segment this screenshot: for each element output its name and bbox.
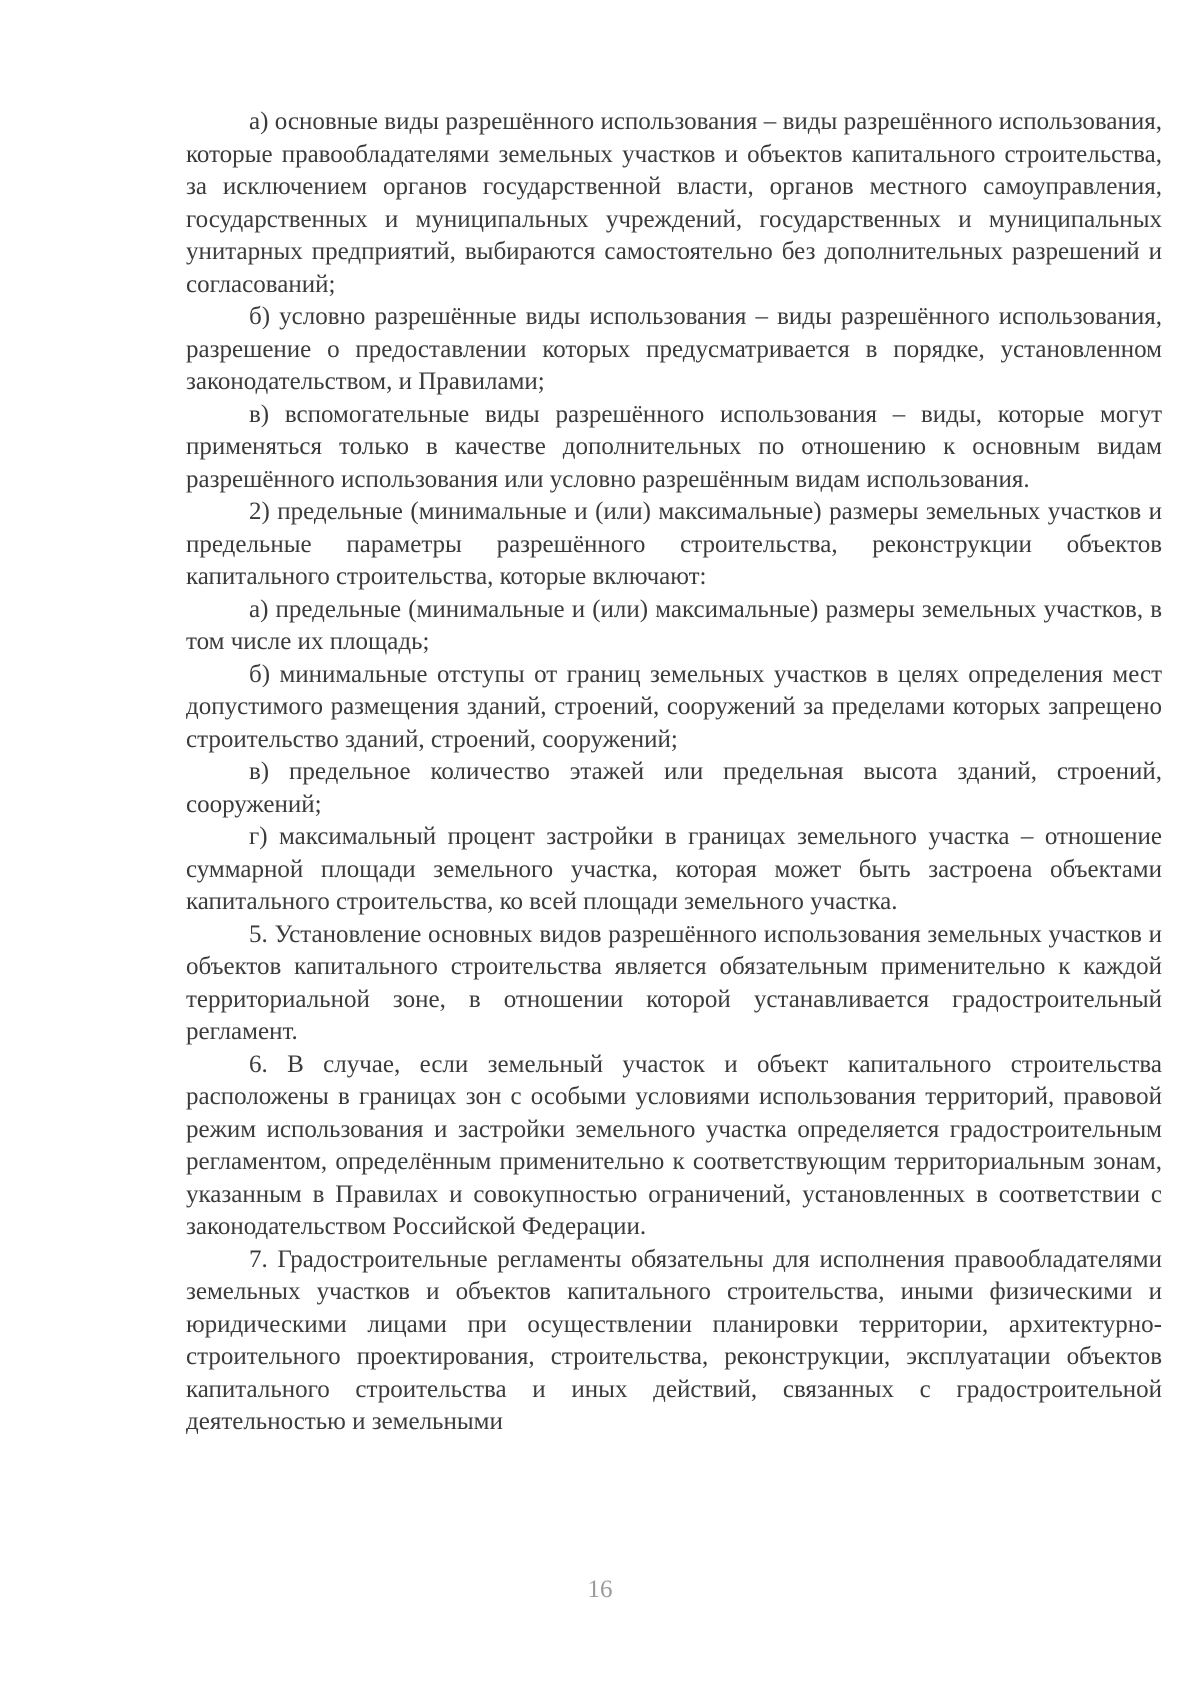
- paragraph-2b-setbacks: б) минимальные отступы от границ земельных участков в целях определения мест допустимого размещения зданий, строений, сооружений за пределами которых запрещено строительство зданий, строений, сооружений;: [186, 660, 1162, 753]
- paragraph-3b-conditional-uses: б) условно разрешённые виды использования – виды разрешённого использования, разрешение о предоставлении которых предусматривается в порядке, установленном законодательством, и Правилами;: [186, 303, 1162, 395]
- page-number: 16: [587, 1576, 613, 1603]
- document-body: [186, 106, 1162, 1439]
- paragraph-2-limit-sizes: 2) предельные (минимальные и (или) максимальные) размеры земельных участков и предельные параметры разрешённого строительства, реконструкции объектов капитального строительства, которые включают:: [186, 498, 1162, 590]
- paragraph-2c-floors: в) предельное количество этажей или предельная высота зданий, строений, сооружений;: [186, 758, 1162, 818]
- paragraph-3c-auxiliary-uses: в) вспомогательные виды разрешённого использования – виды, которые могут применяться только в качестве дополнительных по отношению к основным видам разрешённого использования или условно разрешённым видам использования.: [186, 400, 1162, 493]
- paragraph-2d-coverage: г) максимальный процент застройки в границах земельного участка – отношение суммарной площади земельного участка, которая может быть застроена объектами капитального строительства, ко всей площади земельного участка.: [186, 823, 1162, 915]
- paragraph-5-main-uses-mandatory: 5. Установление основных видов разрешённого использования земельных участков и объектов капитального строительства является обязательным применительно к каждой территориальной зоне, в отношении которой устанавливается градостроительный регламент.: [186, 920, 1162, 1045]
- paragraph-2a-plot-sizes: а) предельные (минимальные и (или) максимальные) размеры земельных участков, в том числе их площадь;: [186, 595, 1162, 655]
- paragraph-6-special-zones: 6. В случае, если земельный участок и объект капитального строительства расположены в границах зон с особыми условиями использования территорий, правовой режим использования и застройки земельного участка определяется градостроительным регламентом, определённым применительно к соответствующим территориальным зонам, указанным в Правилах и совокупностью ограничений, установленных в соответствии с законодательством Российской Федерации.: [186, 1050, 1162, 1240]
- paragraph-3a-main-uses: а) основные виды разрешённого использования – виды разрешённого использования, которые правообладателями земельных участков и объектов капитального строительства, за исключением органов государственной власти, органов местного самоуправления, государственных и муниципальных учреждений, государственных и муниципальных унитарных предприятий, выбираются самостоятельно без дополнительных разрешений и согласований;: [186, 108, 1162, 298]
- paragraph-7-regulations-mandatory: 7. Градостроительные регламенты обязательны для исполнения правообладателями земельных участков и объектов капитального строительства, иными физическими и юридическими лицами при осуществлении планировки территории, архитектурно-строительного проектирования, строительства, реконструкции, эксплуатации объектов капитального строительства и иных действий, связанных с градостроительной деятельностью и земельными: [186, 1245, 1162, 1435]
